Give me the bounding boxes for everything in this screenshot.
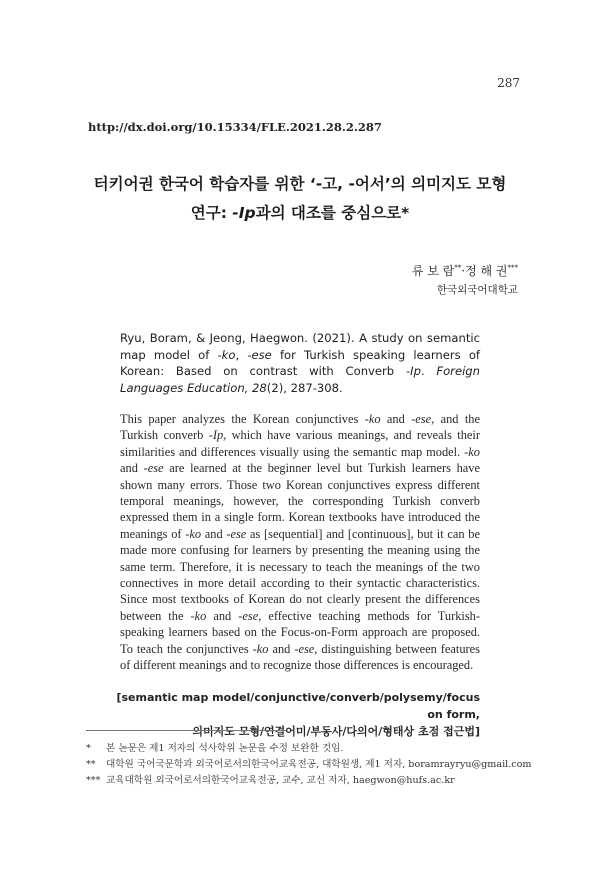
footnote-mark: **	[86, 759, 96, 770]
abstract-term: -Ip	[208, 428, 224, 443]
author-1-mark: **	[454, 264, 462, 272]
abstract-term: -ko	[464, 444, 480, 459]
footnote-text: 교육대학원 외국어로서의한국어교육전공, 교수, 교신 저자, haegwon@hufs.ac.kr	[106, 775, 455, 786]
authors-block	[412, 259, 518, 300]
abstract-text: and	[206, 608, 239, 623]
author-1: 류 보 람	[411, 264, 455, 278]
abstract-text: and	[120, 461, 144, 476]
abstract-term: -ese	[238, 608, 259, 623]
author-2: 정 해 권	[465, 264, 508, 278]
footnote-text: 대학원 국어국문학과 외국어로서의한국어교육전공, 대학원생, 제1 저자, boramrayryu@gmail.com	[106, 759, 532, 770]
abstract-text: This paper analyzes the Korean conjunctives	[120, 412, 365, 426]
abstract-term: -ese	[294, 641, 315, 656]
citation-ko: -ko	[217, 347, 236, 362]
page-number: 287	[497, 76, 520, 90]
keywords-line-2: 의미지도 모형/연결어미/부동사/다의어/형태상 초점 접근법]	[192, 725, 480, 738]
abstract-term: -ko	[185, 526, 202, 541]
citation-sep: ,	[235, 347, 248, 362]
abstract-text: , and the Turkish converb	[120, 412, 481, 443]
footnote-mark: *	[86, 743, 91, 754]
footnote-2	[86, 757, 532, 773]
abstract-text: and	[380, 412, 412, 426]
author-names	[412, 259, 518, 281]
abstract	[120, 411, 480, 674]
abstract-term: -ko	[364, 412, 381, 426]
keywords	[110, 689, 480, 740]
footnotes	[86, 741, 532, 789]
footnote-mark: ***	[86, 775, 101, 786]
author-separator: ·	[461, 264, 466, 278]
author-2-mark: ***	[507, 264, 518, 272]
title-line-2-italic: -Ip	[232, 204, 256, 222]
doi-link[interactable]: http://dx.doi.org/10.15334/FLE.2021.28.2.287	[88, 120, 382, 134]
abstract-text: , distinguishing between features of different meanings and to recognize those differences is encouraged.	[120, 641, 480, 673]
title-line-2-prefix: 연구:	[190, 204, 233, 222]
citation-part-2: for Turkish speaking learners of Korean: Based on contrast with Converb	[120, 347, 481, 378]
title-line-2	[60, 199, 540, 228]
affiliation: 한국외국어대학교	[436, 284, 518, 296]
citation-journal: Foreign Languages Education, 28	[120, 364, 481, 395]
citation-issue: (2), 287-308.	[266, 380, 343, 395]
abstract-text: as [sequential] and [continuous], but it can be made more confusing for learners by presenting the meaning using the same term. Therefore, it is necessary to teach the meanings of the two connectives in more detail according to their syntactic characteristics. Since most textbooks of Korean do not clearly present the differences between the	[120, 526, 480, 623]
citation-part-1: Ryu, Boram, & Jeong, Haegwon. (2021). A study on semantic map model of	[120, 331, 480, 362]
footnote-divider	[86, 730, 286, 731]
abstract-term: -ese	[143, 461, 164, 476]
title-line-1: 터키어권 한국어 학습자를 위한 ‘-고, -어서’의 의미지도 모형	[93, 175, 507, 193]
footnote-1	[86, 741, 526, 757]
abstract-text: , effective teaching methods for Turkish-speaking learners based on the Focus-on-Form approach are proposed. To teach the conjunctives	[120, 608, 480, 656]
title-line-2-suffix: 과의 대조를 중심으로*	[255, 204, 410, 222]
citation-ip: -Ip	[405, 364, 421, 378]
citation	[120, 330, 480, 396]
abstract-text: and	[201, 526, 227, 541]
abstract-text: , which have various meanings, and reveals their similarities and differences visually using the semantic map model.	[120, 428, 480, 459]
abstract-term: -ese	[411, 412, 432, 426]
citation-ese: -ese	[247, 347, 272, 362]
abstract-term: -ko	[190, 608, 207, 623]
keywords-line-1: [semantic map model/conjunctive/converb/polysemy/focus on form,	[116, 691, 480, 721]
paper-title	[60, 170, 540, 228]
abstract-text: and	[268, 641, 295, 656]
footnote-3	[86, 773, 526, 789]
abstract-term: -ko	[252, 641, 269, 656]
citation-dot: .	[420, 364, 437, 378]
abstract-term: -ese	[226, 526, 247, 541]
footnote-text: 본 논문은 제1 저자의 석사학위 논문을 수정 보완한 것임.	[106, 743, 344, 754]
abstract-text: are learned at the beginner level but Turkish learners have shown many errors. Those two Korean conjunctives express different temporal meanings, however, the corresponding Turkish converb expressed them in a single form. Korean textbooks have introduced the meanings of	[120, 461, 480, 541]
